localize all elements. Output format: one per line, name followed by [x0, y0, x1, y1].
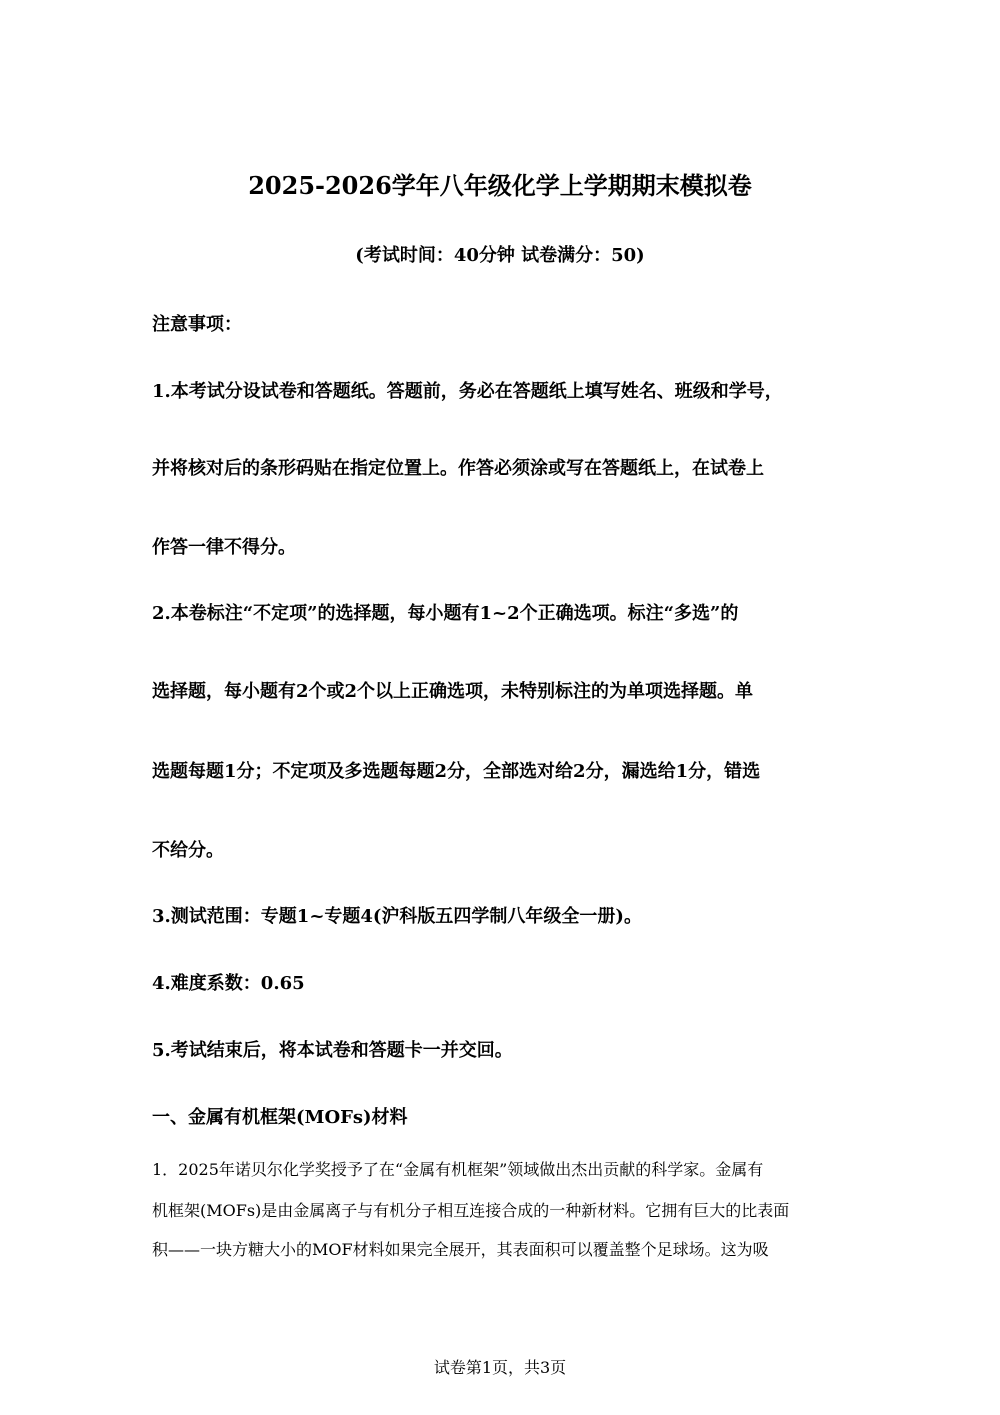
question-line: 积——一块方糖大小的MOF材料如果完全展开，其表面积可以覆盖整个足球场。这为吸 [152, 1240, 769, 1259]
notes-heading: 注意事项： [152, 314, 242, 335]
note-line: 3.测试范围：专题1~专题4(沪科版五四学制八年级全一册)。 [152, 906, 642, 927]
page-title: 2025-2026学年八年级化学上学期期末模拟卷 [248, 171, 752, 200]
page-footer: 试卷第1页，共3页 [433, 1358, 567, 1377]
note-line: 选题每题1分；不定项及多选题每题2分，全部选对给2分，漏选给1分，错选 [152, 761, 761, 782]
exam-info: (考试时间：40分钟 试卷满分：50) [355, 245, 645, 266]
note-line: 1.本考试分设试卷和答题纸。答题前，务必在答题纸上填写姓名、班级和学号， [152, 381, 783, 402]
note-line: 2.本卷标注“不定项”的选择题，每小题有1~2个正确选项。标注“多选”的 [152, 603, 739, 624]
section-heading: 一、金属有机框架(MOFs)材料 [152, 1107, 408, 1128]
question-line: 机框架(MOFs)是由金属离子与有机分子相互连接合成的一种新材料。它拥有巨大的比表面 [152, 1201, 790, 1220]
note-line: 不给分。 [152, 840, 224, 861]
note-line: 选择题，每小题有2个或2个以上正确选项，未特别标注的为单项选择题。单 [152, 681, 754, 702]
note-line: 4.难度系数：0.65 [152, 973, 305, 994]
note-line: 作答一律不得分。 [152, 537, 296, 558]
note-line: 并将核对后的条形码贴在指定位置上。作答必须涂或写在答题纸上，在试卷上 [152, 458, 764, 479]
question-line: 1．2025年诺贝尔化学奖授予了在“金属有机框架”领域做出杰出贡献的科学家。金属有 [152, 1160, 764, 1179]
note-line: 5.考试结束后，将本试卷和答题卡一并交回。 [152, 1040, 513, 1061]
